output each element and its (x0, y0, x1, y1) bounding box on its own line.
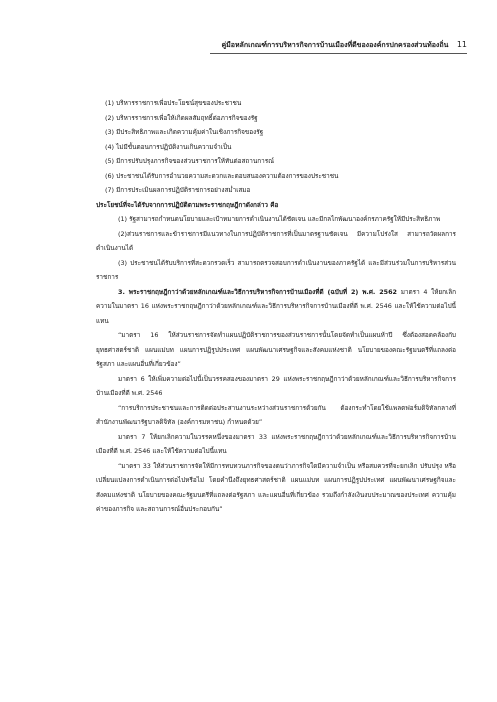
list-item: (7) มีการประเมินผลการปฏิบัติราชการอย่างสม่ำเสมอ (105, 186, 251, 194)
principles-list (96, 96, 456, 198)
page-number: 11 (456, 40, 467, 49)
list-item: (5) มีการปรับปรุงภารกิจของส่วนราชการให้ทันต่อสถานการณ์ (105, 157, 275, 165)
list-item: (4) ไม่มีขั้นตอนการปฏิบัติงานเกินความจำเป็น (105, 142, 232, 151)
benefit-paragraph: (3) ประชาชนได้รับบริการที่สะดวกรวดเร็ว สามารถตรวจสอบการดำเนินงานของภาครัฐได้ และมีส่วนร่วมในการบริหารส่วนราชการ (96, 258, 456, 281)
benefit-paragraph: (2)ส่วนราชการและข้าราชการมีแนวทางในการปฏิบัติราชการที่เป็นมาตรฐานชัดเจน มีความโปร่งใส สามารถวัดผลการดำเนินงานได้ (96, 229, 456, 252)
document-body (96, 96, 456, 517)
section-6-paragraph: มาตรา 6 ให้เพิ่มความต่อไปนี้เป็นวรรคสองของมาตรา 29 แห่งพระราชกฤษฎีกาว่าด้วยหลักเกณฑ์และวิธีการบริหารกิจการบ้านเมืองที่ดี พ.ศ. 2546 (96, 374, 456, 397)
section-heading: ประโยชน์ที่จะได้รับจากการปฏิบัติตามพระราชกฤษฎีกาดังกล่าว คือ (96, 200, 279, 209)
list-item: (6) ประชาชนได้รับการอำนวยความสะดวกและตอบสนองความต้องการของประชาชน (105, 171, 339, 180)
list-item: (3) มีประสิทธิภาพและเกิดความคุ้มค่าในเชิงภารกิจของรัฐ (105, 128, 264, 136)
section-7-paragraph: มาตรา 7 ให้ยกเลิกความในวรรคหนึ่งของมาตรา 33 แห่งพระราชกฤษฎีกาว่าด้วยหลักเกณฑ์และวิธีการบริหารกิจการบ้านเมืองที่ดี พ.ศ. 2546 และให้ใช้ความต่อไปนี้แทน (96, 432, 456, 455)
list-item: (2) บริหารราชการเพื่อให้เกิดผลสัมฤทธิ์ต่อภารกิจของรัฐ (105, 113, 258, 122)
header-title: คู่มือหลักเกณฑ์การบริหารกิจการบ้านเมืองที่ดีขององค์กรปกครองส่วนท้องถิ่น (221, 41, 449, 49)
decree-text: มาตรา 4 ให้ยกเลิกความในมาตรา 16 แห่งพระราชกฤษฎีกาว่าด้วยหลักเกณฑ์และวิธีการบริหารกิจการบ้านเมืองที่ดี พ.ศ. 2546 และให้ใช้ความต่อไปนี้แทน (96, 287, 456, 325)
decree-title: 3. พระราชกฤษฎีกาว่าด้วยหลักเกณฑ์และวิธีการบริหารกิจการบ้านเมืองที่ดี (ฉบับที่ 2) พ.ศ. 2562 (118, 287, 397, 296)
page-header (170, 40, 467, 51)
benefit-paragraph: (1) รัฐสามารถกำหนดนโยบายและเป้าหมายการดำเนินงานได้ชัดเจน และมีกลไกพัฒนาองค์กรภาครัฐให้มีประสิทธิภาพ (118, 215, 441, 223)
quote-section-33: “มาตรา 33 ให้ส่วนราชการจัดให้มีการทบทวนภารกิจของตนว่าภารกิจใดมีความจำเป็น หรือสมควรที่จะยกเลิก ปรับปรุง หรือเปลี่ยนแปลงการดำเนินการต่อไปหรือไม่ โดยคำนึงถึงยุทธศาสตร์ชาติ แผนแม่บท แผนการปฏิรูปประเทศ แผนพัฒนาเศรษฐกิจและสังคมแห่งชาติ นโยบายของคณะรัฐมนตรีที่แถลงต่อรัฐสภา และแผนอื่นที่เกี่ยวข้อง รวมถึงกำลังเงินงบประมาณของประเทศ ความคุ้มค่าของภารกิจ และสถานการณ์อื่นประกอบกัน” (96, 461, 456, 513)
quote-section-29: “การบริการประชาชนและการติดต่อประสานงานระหว่างส่วนราชการด้วยกัน ต้องกระทำโดยใช้แพลตฟอร์มดิจิทัลกลางที่สำนักงานพัฒนารัฐบาลดิจิทัล (องค์การมหาชน) กำหนดด้วย” (96, 403, 456, 426)
decree-paragraph (96, 285, 456, 329)
quote-section-16: “มาตรา 16 ให้ส่วนราชการจัดทำแผนปฏิบัติราชการของส่วนราชการนั้นโดยจัดทำเป็นแผนห้าปี ซึ่งต้องสอดคล้องกับยุทธศาสตร์ชาติ แผนแม่บท แผนการปฏิรูปประเทศ แผนพัฒนาเศรษฐกิจและสังคมแห่งชาติ นโยบายของคณะรัฐมนตรีที่แถลงต่อรัฐสภา และแผนอื่นที่เกี่ยวข้อง” (96, 331, 456, 368)
list-item: (1) บริหารราชการเพื่อประโยชน์สุขของประชาชน (105, 99, 242, 107)
header-divider (210, 53, 467, 54)
